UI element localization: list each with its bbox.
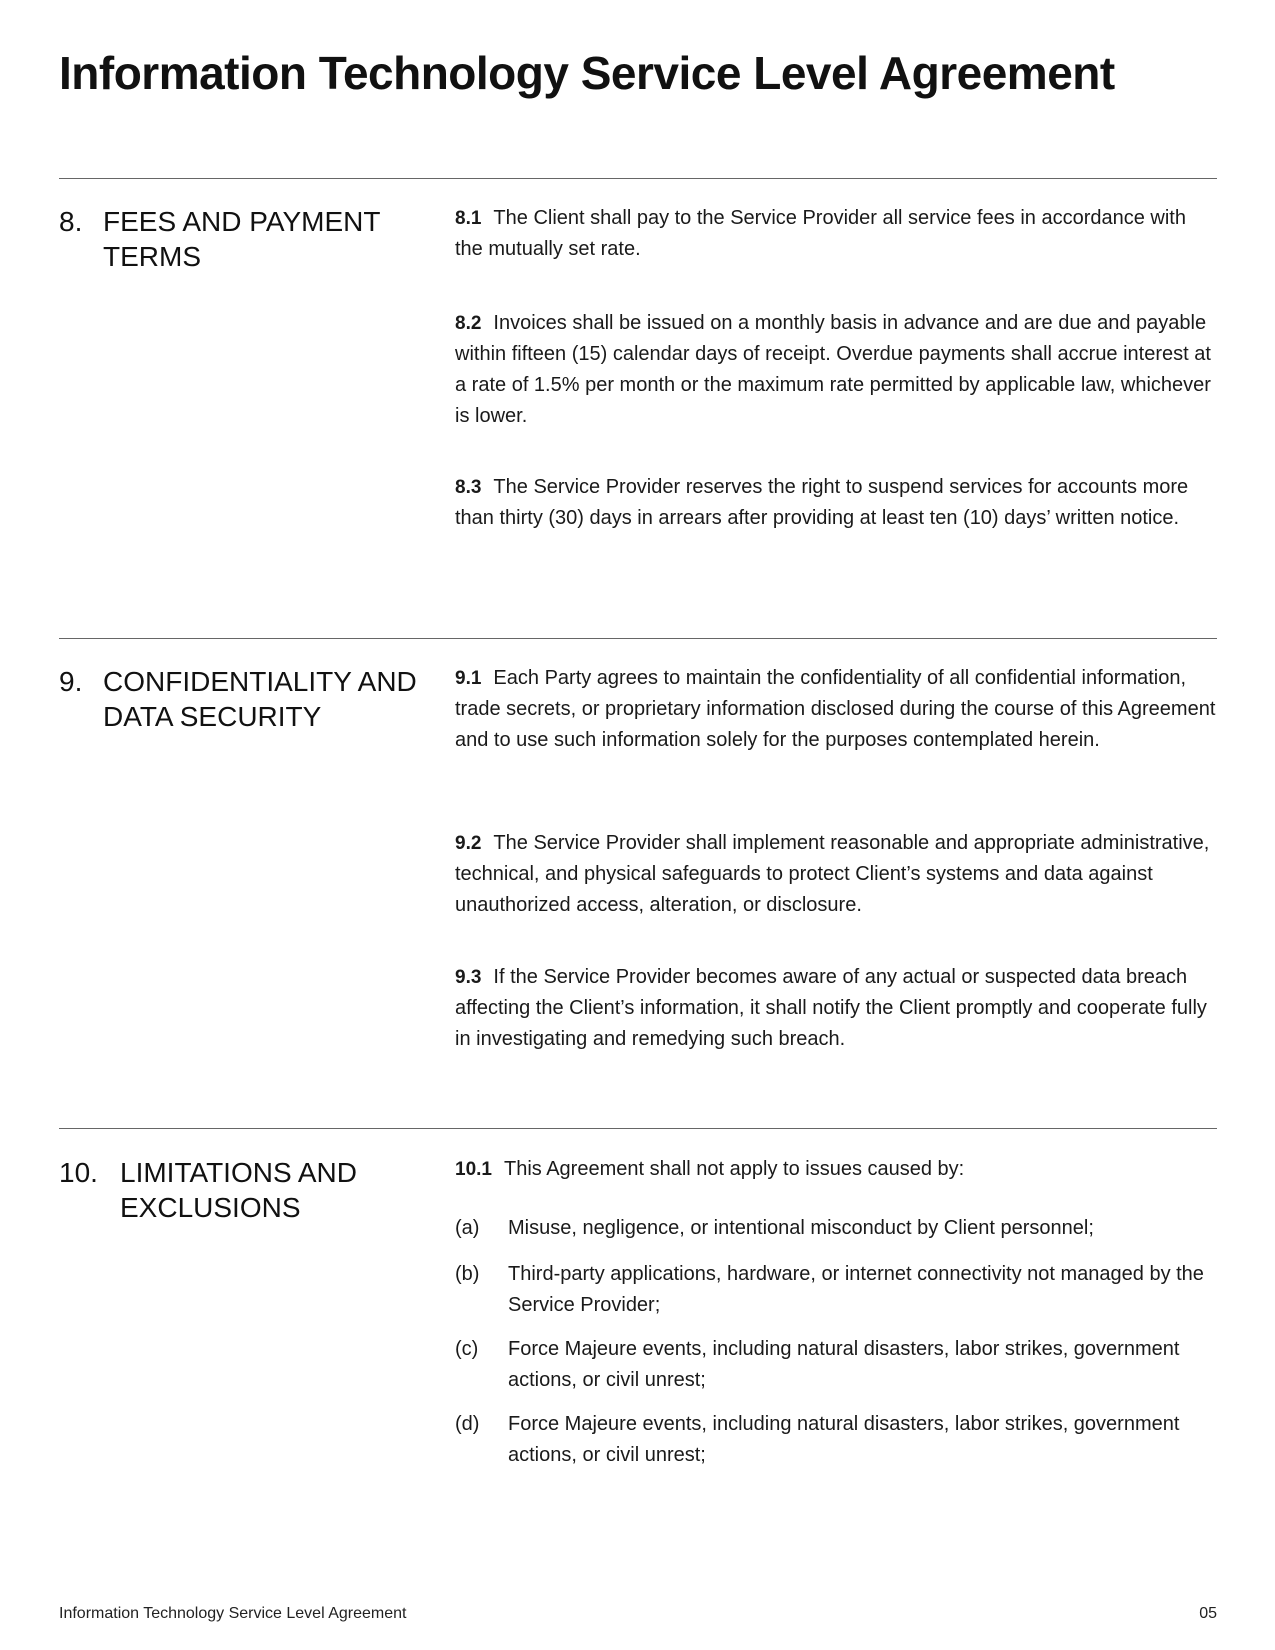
- clause-text: Invoices shall be issued on a monthly basis in advance and are due and payable within fifteen (15) calendar days of receipt. Overdue payments shall accrue interest at a rate of 1.5% per month or the maximum rate permitted by applicable law, whichever is lower.: [455, 312, 1211, 427]
- list-item-text: Misuse, negligence, or intentional misconduct by Client personnel;: [508, 1217, 1094, 1239]
- clause-9-1: [455, 663, 1217, 756]
- clause-8-2: [455, 308, 1217, 432]
- list-item: [455, 1213, 1217, 1244]
- section-number: 10.: [59, 1157, 98, 1188]
- clause-text: Each Party agrees to maintain the confidentiality of all confidential information, trade secrets, or proprietary information disclosed during the course of this Agreement and to use such information solely for the purposes contemplated herein.: [455, 667, 1216, 751]
- clause-8-3: [455, 472, 1217, 534]
- section-divider: [59, 1128, 1217, 1129]
- clause-text: The Service Provider reserves the right to suspend services for accounts more than thirty (30) days in arrears after providing at least ten (10) days’ written notice.: [455, 476, 1189, 529]
- clause-text: This Agreement shall not apply to issues caused by:: [503, 1158, 965, 1180]
- section-title: FEES AND PAYMENT TERMS: [103, 206, 380, 272]
- section-divider: [59, 638, 1217, 639]
- list-item-label: (a): [455, 1217, 480, 1239]
- clause-8-1: [455, 203, 1217, 265]
- clause-number: 9.3: [455, 967, 482, 988]
- clause-9-3: [455, 962, 1217, 1055]
- list-item-text: Third-party applications, hardware, or internet connectivity not managed by the Service Provider;: [508, 1263, 1204, 1316]
- clause-text: The Service Provider shall implement reasonable and appropriate administrative, technical, and physical safeguards to protect Client’s systems and data against unauthorized access, alteration, or disclosure.: [455, 832, 1210, 916]
- section-heading-8: [59, 204, 439, 274]
- clause-text: The Client shall pay to the Service Provider all service fees in accordance with the mutually set rate.: [455, 207, 1186, 260]
- clause-number: 10.1: [455, 1159, 492, 1180]
- section-heading-10: [59, 1155, 439, 1225]
- list-item: [455, 1259, 1217, 1321]
- document-title: Information Technology Service Level Agreement: [59, 47, 1115, 99]
- section-number: 9.: [59, 666, 83, 697]
- section-title: CONFIDENTIALITY AND DATA SECURITY: [103, 666, 417, 732]
- clause-text: If the Service Provider becomes aware of any actual or suspected data breach affecting the Client’s information, it shall notify the Client promptly and cooperate fully in investigating and remedying such breach.: [455, 966, 1207, 1050]
- list-item-label: (b): [455, 1263, 480, 1285]
- list-item: [455, 1334, 1217, 1396]
- list-item-label: (c): [455, 1338, 479, 1360]
- clause-number: 9.1: [455, 668, 482, 689]
- clause-number: 8.2: [455, 313, 482, 334]
- list-item-label: (d): [455, 1413, 480, 1435]
- clause-number: 9.2: [455, 833, 482, 854]
- list-item-text: Force Majeure events, including natural disasters, labor strikes, government actions, or civil unrest;: [508, 1338, 1180, 1391]
- section-divider: [59, 178, 1217, 179]
- clause-number: 8.3: [455, 477, 482, 498]
- clause-10-1: [455, 1154, 1217, 1185]
- list-item: [455, 1409, 1217, 1471]
- clause-9-2: [455, 828, 1217, 921]
- section-number: 8.: [59, 206, 83, 237]
- page-number: 05: [1199, 1605, 1217, 1622]
- section-title: LIMITATIONS AND EXCLUSIONS: [120, 1157, 357, 1223]
- list-item-text: Force Majeure events, including natural disasters, labor strikes, government actions, or civil unrest;: [508, 1413, 1180, 1466]
- section-heading-9: [59, 664, 439, 734]
- footer-document-title: Information Technology Service Level Agreement: [59, 1605, 407, 1622]
- clause-number: 8.1: [455, 208, 482, 229]
